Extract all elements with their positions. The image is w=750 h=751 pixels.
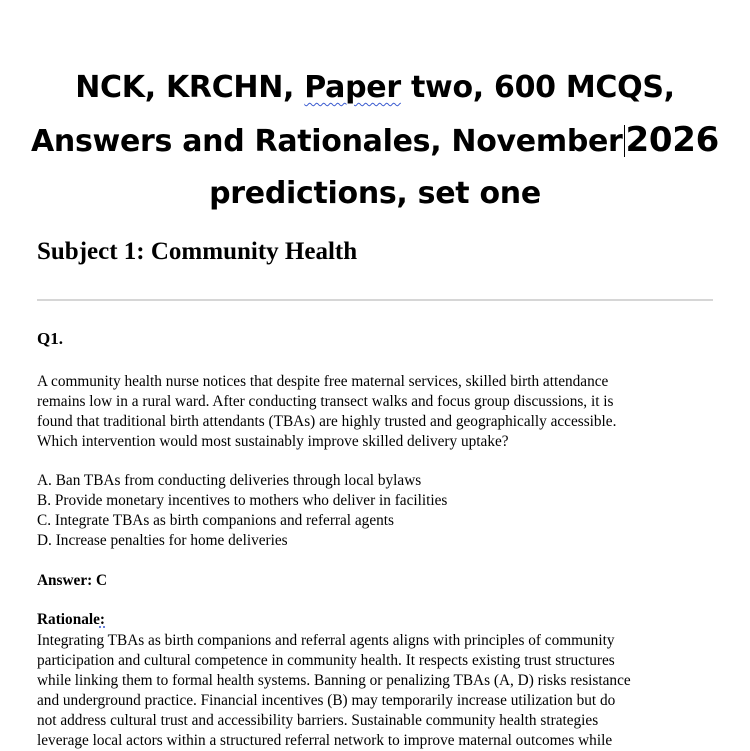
rationale-line: participation and cultural competence in community health. It respects existing trust structures (37, 652, 615, 669)
title-line-1: NCK, KRCHN, Paper two, 600 MCQS, (75, 70, 675, 105)
document-title (20, 62, 730, 220)
stem-line: remains low in a rural ward. After conducting transect walks and focus group discussions, it is (37, 393, 614, 410)
rationale-text (37, 631, 717, 751)
title-line-3: predictions, set one (209, 176, 541, 211)
option-a: A. Ban TBAs from conducting deliveries through local bylaws (37, 472, 422, 489)
grammar-mark[interactable]: : (99, 611, 105, 628)
rationale-line: Integrating TBAs as birth companions and referral agents aligns with principles of community (37, 632, 615, 649)
option-c: C. Integrate TBAs as birth companions and referral agents (37, 512, 394, 529)
rationale-line: while linking them to formal health systems. Banning or penalizing TBAs (A, D) risks resistance (37, 672, 631, 689)
rationale-line: and underground practice. Financial incentives (B) may temporarily increase utilization but do (37, 692, 616, 709)
stem-line: Which intervention would most sustainably improve skilled delivery uptake? (37, 433, 509, 450)
question-stem (37, 372, 717, 452)
stem-line: A community health nurse notices that despite free maternal services, skilled birth attendance (37, 373, 609, 390)
subject-heading: Subject 1: Community Health (37, 238, 358, 265)
rationale-line: leverage local actors within a structured referral network to improve maternal outcomes while (37, 732, 613, 749)
horizontal-divider (37, 299, 713, 301)
text-cursor (624, 125, 625, 157)
answer-line: Answer: C (37, 572, 108, 589)
stem-line: found that traditional birth attendants (TBAs) are highly trusted and geographically accessible. (37, 413, 617, 430)
answer-options (37, 471, 717, 551)
option-d: D. Increase penalties for home deliveries (37, 532, 288, 549)
title-line-2: Answers and Rationales, November2026 (31, 120, 719, 160)
rationale-label: Rationale: (37, 611, 105, 628)
rationale-line: not address cultural trust and accessibility barriers. Sustainable community health strategies (37, 712, 599, 729)
question-number: Q1. (37, 329, 63, 348)
spellcheck-word[interactable]: Paper (304, 70, 401, 105)
option-b: B. Provide monetary incentives to mothers who deliver in facilities (37, 492, 448, 509)
